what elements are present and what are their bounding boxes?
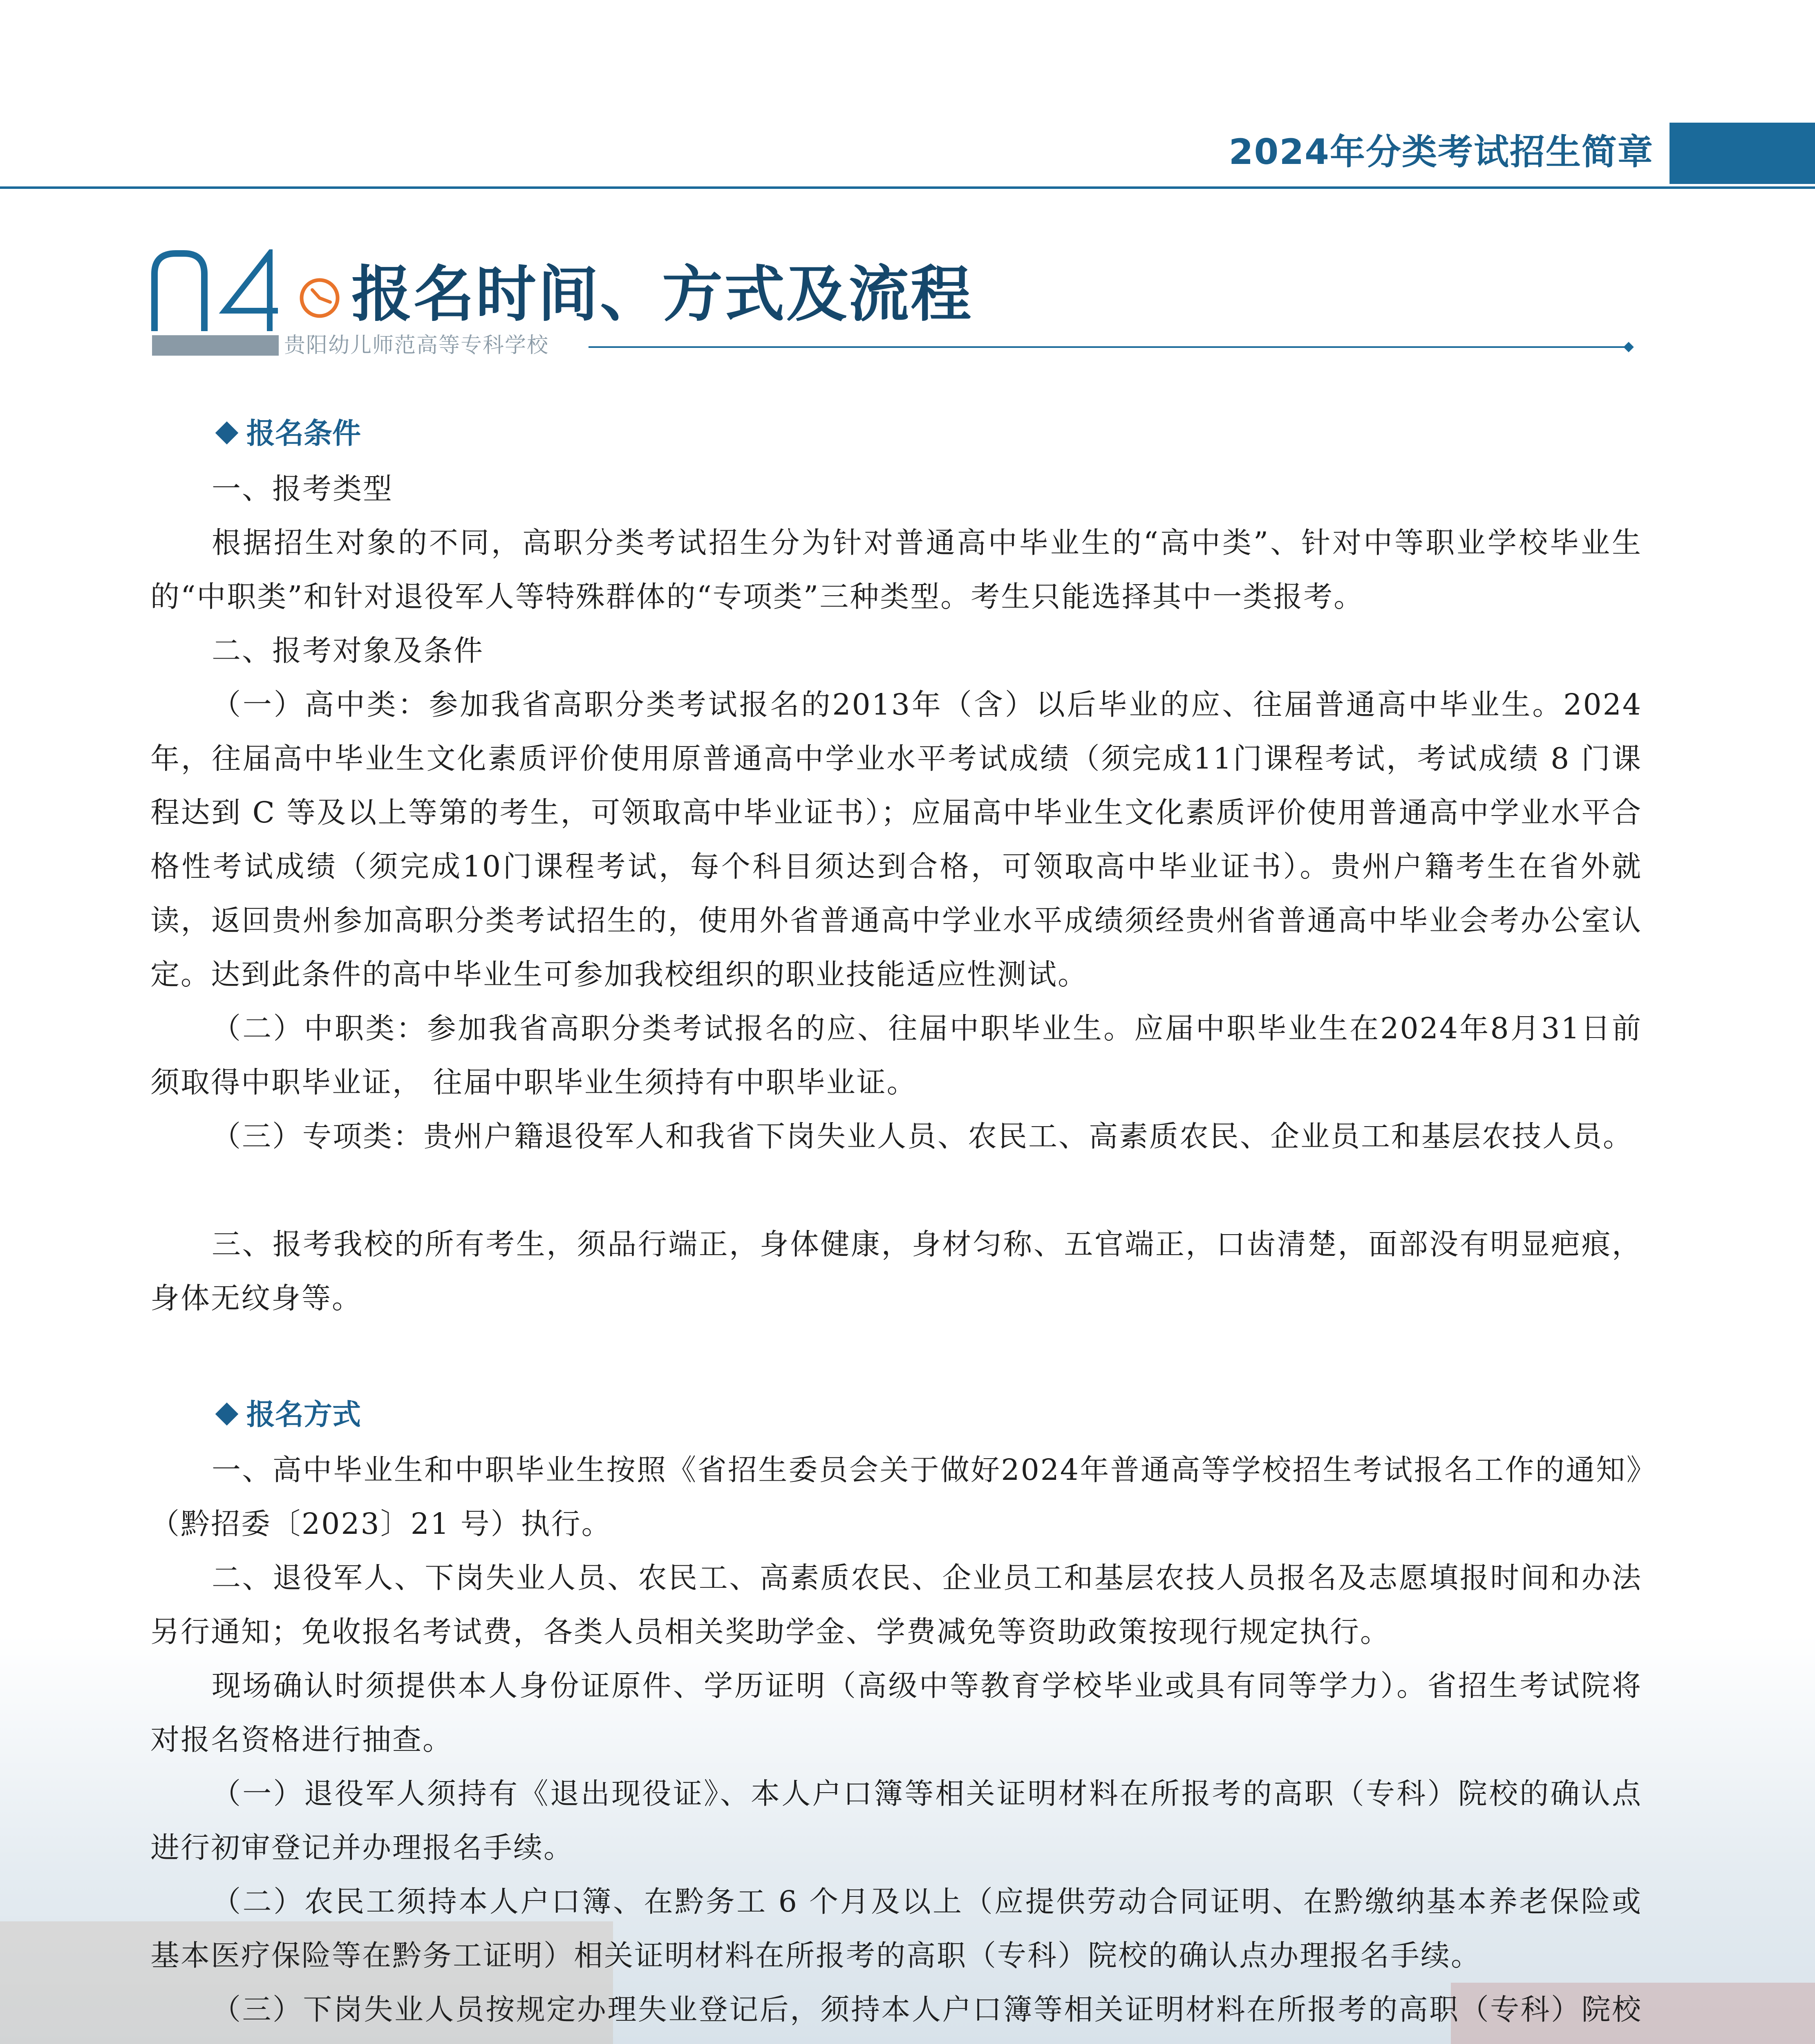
subheading-label: 报名条件 xyxy=(246,417,361,450)
subheading-methods xyxy=(219,1394,361,1435)
header-accent-block xyxy=(1670,123,1815,184)
paragraph: （一）退役军人须持有《退出现役证》、本人户口簿等相关证明材料在所报考的高职（专科）院校的确认点进行初审登记并办理报名手续。 xyxy=(150,1777,1642,1865)
section-number-icon xyxy=(151,249,282,335)
paragraph: 现场确认时须提供本人身份证原件、学历证明（高级中等教育学校毕业或具有同等学力）。省招生考试院将对报名资格进行抽查。 xyxy=(150,1669,1642,1757)
school-name-bar xyxy=(152,335,279,356)
paragraph: （一）高中类：参加我省高职分类考试报名的2013年（含）以后毕业的应、往届普通高中毕业生。2024年，往届高中毕业生文化素质评价使用原普通高中学业水平考试成绩（须完成11门课程考试，考试成绩 8 门课程达到 C 等及以上等第的考生，可领取高中毕业证书）；应届高中毕业生文化素质评价使用普通高中学业水平合格性考试成绩（须完成10门课程考试，每个科目须达到合格，可领取高中毕业证书）。贵州户籍考生在省外就读，返回贵州参加高职分类考试招生的，使用外省普通高中学业水平成绩须经贵州省普通高中毕业会考办公室认定。达到此条件的高中毕业生可参加我校组织的职业技能适应性测试。 xyxy=(150,688,1642,991)
divider-diamond-icon xyxy=(1623,342,1634,352)
subheading-label: 报名方式 xyxy=(246,1398,361,1431)
paragraph: 三、报考我校的所有考生，须品行端正，身体健康，身材匀称、五官端正，口齿清楚，面部没有明显疤痕，身体无纹身等。 xyxy=(150,1227,1642,1315)
diamond-bullet-icon xyxy=(215,1403,239,1426)
section-title: 报名时间、方式及流程 xyxy=(351,259,973,329)
paragraph: 二、退役军人、下岗失业人员、农民工、高素质农民、企业员工和基层农技人员报名及志愿填报时间和办法另行通知；免收报名考试费，各类人员相关奖助学金、学费减免等资助政策按现行规定执行。 xyxy=(150,1561,1642,1649)
brochure-title: 2024年分类考试招生简章 xyxy=(1229,132,1654,173)
paragraph: 一、高中毕业生和中职毕业生按照《省招生委员会关于做好2024年普通高等学校招生考试报名工作的通知》（黔招委〔2023〕21 号）执行。 xyxy=(150,1453,1642,1541)
diamond-bullet-icon xyxy=(215,421,239,445)
school-name: 贵阳幼儿师范高等专科学校 xyxy=(284,333,549,358)
header-rule xyxy=(0,186,1815,189)
section-divider xyxy=(589,346,1627,348)
subheading-conditions xyxy=(219,413,361,454)
paragraph: 根据招生对象的不同，高职分类考试招生分为针对普通高中毕业生的“高中类”、针对中等职业学校毕业生的“中职类”和针对退役军人等特殊群体的“专项类”三种类型。考生只能选择其中一类报考。 xyxy=(150,526,1642,614)
paragraph: 一、报考类型 xyxy=(212,472,394,506)
paragraph: （三）下岗失业人员按规定办理失业登记后，须持本人户口簿等相关证明材料在所报考的高职（专科）院校 xyxy=(212,1992,1642,2026)
paragraph: （二）农民工须持本人户口簿、在黔务工 6 个月及以上（应提供劳动合同证明、在黔缴纳基本养老保险或基本医疗保险等在黔务工证明）相关证明材料在所报考的高职（专科）院校的确认点办理报名手续。 xyxy=(150,1885,1642,1972)
clock-icon xyxy=(298,276,342,320)
paragraph: （二）中职类：参加我省高职分类考试报名的应、往届中职毕业生。应届中职毕业生在2024年8月31日前须取得中职毕业证， 往届中职毕业生须持有中职毕业证。 xyxy=(150,1011,1642,1099)
paragraph: （三）专项类：贵州户籍退役军人和我省下岗失业人员、农民工、高素质农民、企业员工和基层农技人员。 xyxy=(212,1119,1634,1153)
paragraph: 二、报考对象及条件 xyxy=(212,634,484,668)
